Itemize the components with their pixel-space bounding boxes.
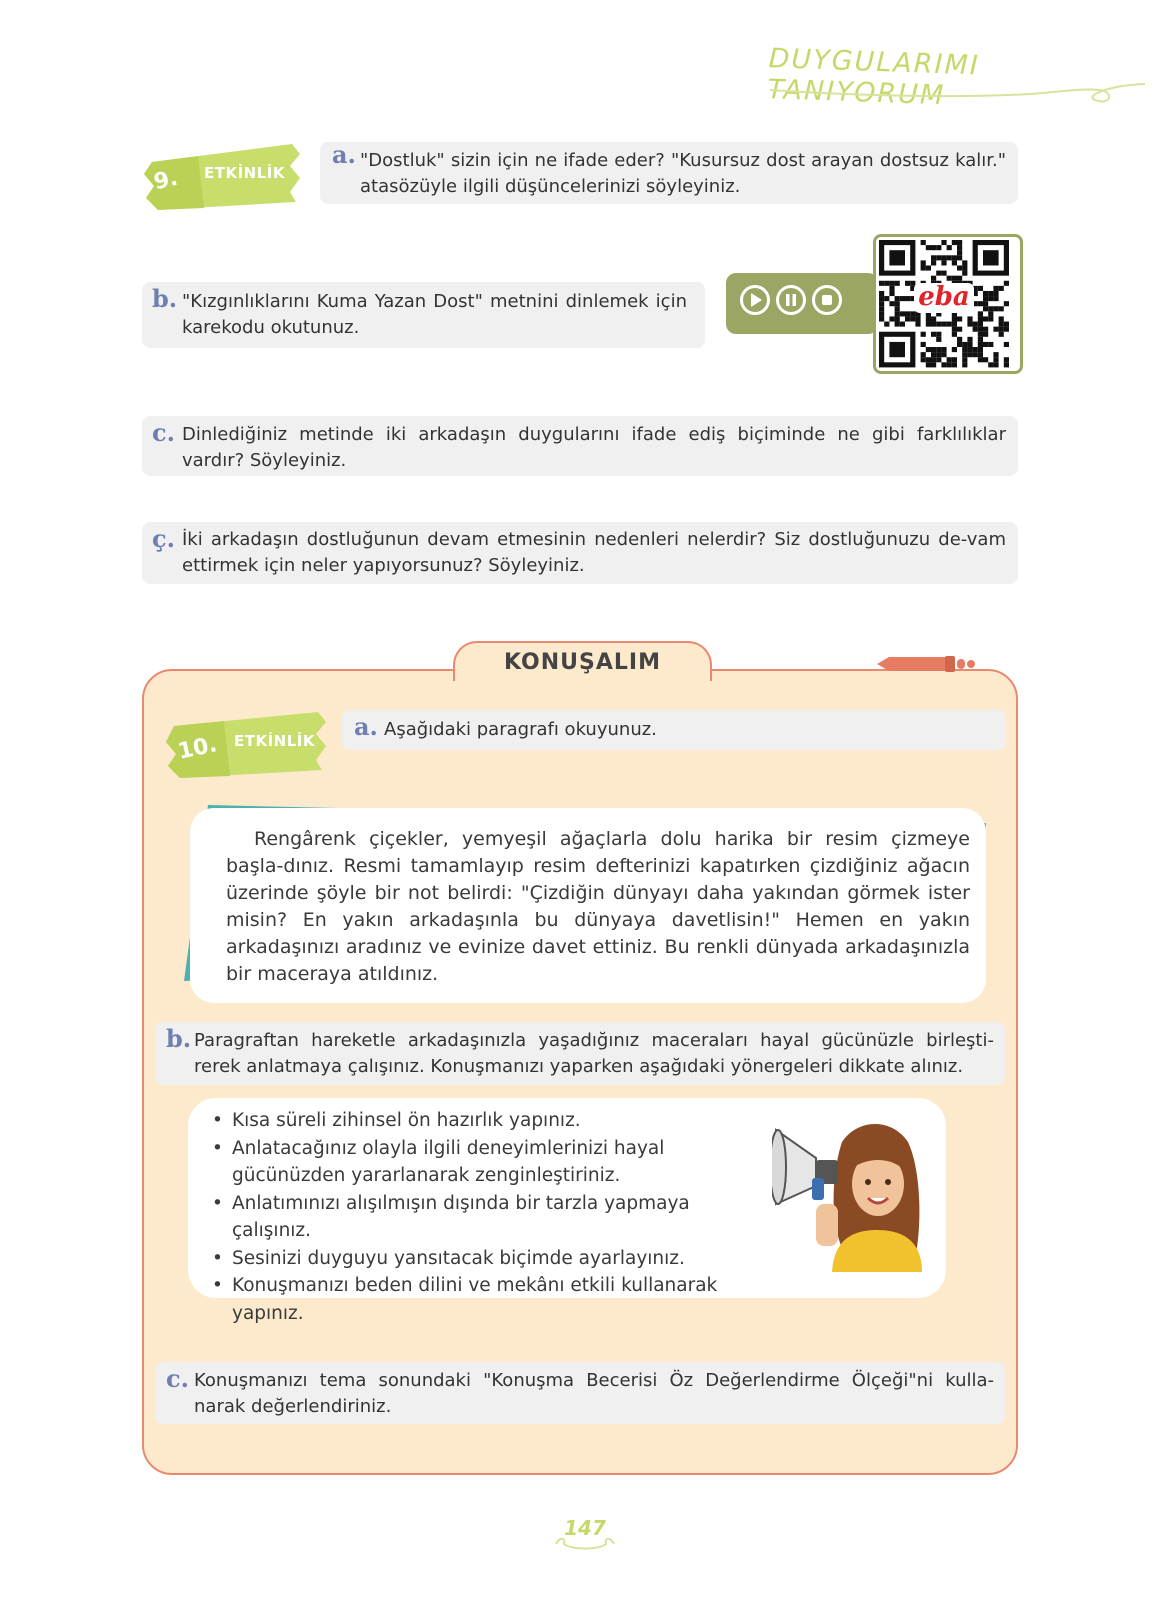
qr-module: [993, 357, 998, 362]
qr-module: [1004, 357, 1009, 362]
activity-10-badge: [164, 706, 334, 780]
qr-module: [926, 322, 931, 327]
qr-module: [895, 296, 900, 301]
qr-finder: [889, 342, 905, 357]
qr-module: [941, 352, 946, 357]
qr-module: [1004, 342, 1009, 347]
qr-module: [884, 281, 889, 286]
qr-module: [921, 357, 926, 362]
qr-module: [967, 352, 972, 357]
qr-module: [993, 327, 998, 332]
qr-module: [952, 357, 957, 362]
qr-module: [962, 271, 967, 276]
qr-module: [947, 255, 952, 260]
qr-module: [889, 291, 894, 296]
qr-module: [999, 286, 1004, 291]
pause-icon: [779, 288, 803, 312]
qr-module: [900, 322, 905, 327]
qr-module: [936, 322, 941, 327]
eba-logo: eba: [914, 283, 974, 313]
qr-module: [983, 357, 988, 362]
qr-module: [921, 352, 926, 357]
qr-finder: [889, 250, 905, 265]
qr-module: [905, 281, 910, 286]
qr-module: [983, 291, 988, 296]
qr-module: [921, 332, 926, 337]
qr-module: [978, 316, 983, 321]
qr-module: [879, 296, 884, 301]
guidelines-list: [208, 1107, 768, 1327]
qr-module: [905, 296, 910, 301]
qr-module: [988, 311, 993, 316]
qr-module: [988, 342, 993, 347]
activity-number: 10.: [175, 732, 220, 765]
qr-module: [895, 306, 900, 311]
activity-label: ETKİNLİK: [204, 164, 285, 182]
qr-module: [936, 352, 941, 357]
question-letter: a.: [354, 712, 378, 741]
qr-module: [1004, 362, 1009, 367]
qr-module: [952, 240, 957, 245]
qr-module: [978, 337, 983, 342]
qr-module: [988, 291, 993, 296]
qr-module: [978, 311, 983, 316]
qr-module: [1004, 322, 1009, 327]
qr-module: [879, 306, 884, 311]
qr-module: [936, 255, 941, 260]
question-10c-text: Konuşmanızı tema sonundaki "Konuşma Becerisi Öz Değerlendirme Ölçeği"ni kulla-narak değerlendiriniz.: [194, 1370, 994, 1417]
list-item: • Kısa süreli zihinsel ön hazırlık yapınız.: [208, 1107, 768, 1135]
qr-module: [988, 362, 993, 367]
qr-module: [952, 316, 957, 321]
girl-megaphone-illustration: [772, 1112, 932, 1272]
qr-module: [941, 347, 946, 352]
qr-module: [978, 286, 983, 291]
reading-paragraph: [226, 826, 970, 988]
play-button[interactable]: [740, 285, 770, 315]
qr-module: [993, 291, 998, 296]
qr-module: [926, 362, 931, 367]
qr-module: [957, 245, 962, 250]
qr-module: [957, 240, 962, 245]
question-letter: b.: [166, 1024, 192, 1053]
qr-module: [879, 316, 884, 321]
page-number: 147: [564, 1516, 606, 1540]
question-letter: a.: [332, 140, 356, 169]
qr-module: [895, 322, 900, 327]
qr-module: [931, 362, 936, 367]
qr-module: [941, 362, 946, 367]
qr-module: [941, 322, 946, 327]
qr-module: [999, 322, 1004, 327]
qr-module: [915, 322, 920, 327]
qr-module: [993, 352, 998, 357]
qr-module: [962, 265, 967, 270]
qr-module: [947, 322, 952, 327]
qr-module: [973, 322, 978, 327]
qr-module: [921, 342, 926, 347]
qr-module: [957, 337, 962, 342]
question-letter: c.: [152, 418, 175, 447]
qr-module: [936, 332, 941, 337]
qr-module: [973, 352, 978, 357]
qr-module: [941, 255, 946, 260]
qr-module: [895, 316, 900, 321]
qr-module: [895, 311, 900, 316]
qr-module: [993, 362, 998, 367]
qr-module: [957, 342, 962, 347]
qr-module: [952, 260, 957, 265]
qr-module: [931, 322, 936, 327]
qr-module: [931, 316, 936, 321]
qr-module: [1004, 281, 1009, 286]
qr-module: [941, 271, 946, 276]
qr-module: [962, 352, 967, 357]
activity-label: ETKİNLİK: [234, 732, 315, 750]
qr-module: [931, 352, 936, 357]
list-item: • Anlatacağınız olayla ilgili deneyimlerinizi hayal gücünüzden yararlanarak zenginleştiriniz.: [208, 1135, 768, 1190]
audio-player: [726, 273, 878, 334]
qr-module: [983, 332, 988, 337]
qr-code[interactable]: [873, 234, 1023, 374]
qr-module: [947, 362, 952, 367]
question-9a-text: "Dostluk" sizin için ne ifade eder? "Kusursuz dost arayan dostsuz kalır." atasözüyle ilgili düşüncelerinizi söyleyiniz.: [360, 150, 1006, 197]
page-number-swirl: [552, 1530, 618, 1560]
qr-module: [967, 342, 972, 347]
qr-module: [900, 311, 905, 316]
qr-module: [952, 322, 957, 327]
section-title: KONUŞALIM: [503, 650, 661, 675]
qr-module: [999, 327, 1004, 332]
qr-module: [962, 362, 967, 367]
qr-module: [931, 357, 936, 362]
question-9cc-text: İki arkadaşın dostluğunun devam etmesinin nedenleri nelerdir? Siz dostluğunuzu de-vam ettirmek için neler yapıyorsunuz? Söyleyiniz.: [182, 529, 1006, 576]
qr-module: [895, 281, 900, 286]
qr-module: [957, 327, 962, 332]
header-swirl-decoration: [760, 60, 1160, 110]
qr-module: [973, 347, 978, 352]
qr-module: [978, 322, 983, 327]
qr-module: [941, 260, 946, 265]
qr-module: [999, 316, 1004, 321]
paragraph-text: Rengârenk çiçekler, yemyeşil ağaçlarla dolu harika bir resim çizmeye başla-dınız. Resmi tamamlayıp resim defterinizi kapatırken çizdiğiniz ağacın üzerinde şöyle bir not belirdi: "Çizdiğin dünyayı daha yakından görmek ister misin? En yakın arkadaşınla bu dünyaya davetlisin!" Hemen en yakın arkadaşınızı aradınız ve evinize davet ettiniz. Bu renkli dünyada arkadaşınızla bir maceraya atıldınız.: [226, 828, 970, 985]
qr-module: [983, 306, 988, 311]
chapter-title: DUYGULARIMI TANIYORUM: [767, 43, 981, 112]
qr-module: [889, 281, 894, 286]
qr-module: [993, 286, 998, 291]
activity-9-badge: [140, 140, 310, 212]
qr-module: [999, 306, 1004, 311]
qr-module: [978, 352, 983, 357]
qr-module: [957, 250, 962, 255]
qr-module: [978, 347, 983, 352]
qr-module: [952, 327, 957, 332]
qr-module: [962, 260, 967, 265]
qr-module: [967, 322, 972, 327]
qr-module: [931, 255, 936, 260]
qr-finder: [983, 250, 999, 265]
qr-module: [952, 276, 957, 281]
qr-module: [931, 347, 936, 352]
qr-module: [978, 357, 983, 362]
qr-module: [988, 316, 993, 321]
qr-module: [931, 245, 936, 250]
qr-module: [957, 316, 962, 321]
list-item: • Konuşmanızı beden dilini ve mekânı etkili kullanarak yapınız.: [208, 1272, 768, 1327]
qr-module: [931, 260, 936, 265]
qr-module: [978, 332, 983, 337]
qr-module: [983, 301, 988, 306]
qr-module: [889, 316, 894, 321]
qr-module: [947, 357, 952, 362]
qr-module: [936, 245, 941, 250]
list-item: • Sesinizi duyguyu yansıtacak biçimde ayarlayınız.: [208, 1245, 768, 1273]
qr-module: [926, 245, 931, 250]
qr-module: [910, 311, 915, 316]
qr-module: [973, 327, 978, 332]
stop-button[interactable]: [812, 285, 842, 315]
qr-module: [957, 276, 962, 281]
qr-module: [947, 276, 952, 281]
stop-icon: [815, 288, 839, 312]
qr-module: [889, 286, 894, 291]
qr-module: [957, 255, 962, 260]
qr-module: [962, 357, 967, 362]
qr-module: [879, 291, 884, 296]
qr-module: [900, 296, 905, 301]
play-icon: [743, 288, 767, 312]
qr-module: [983, 342, 988, 347]
qr-module: [921, 265, 926, 270]
qr-module: [988, 296, 993, 301]
qr-module: [947, 245, 952, 250]
qr-module: [967, 316, 972, 321]
qr-module: [879, 301, 884, 306]
qr-module: [993, 306, 998, 311]
qr-module: [962, 342, 967, 347]
question-letter: b.: [152, 284, 178, 313]
qr-module: [936, 347, 941, 352]
qr-module: [962, 347, 967, 352]
qr-module: [905, 311, 910, 316]
pause-button[interactable]: [776, 285, 806, 315]
qr-module: [921, 240, 926, 245]
pencil-icon: [875, 652, 975, 676]
qr-module: [915, 316, 920, 321]
qr-module: [952, 347, 957, 352]
qr-module: [889, 301, 894, 306]
qr-module: [936, 337, 941, 342]
qr-module: [983, 296, 988, 301]
qr-module: [983, 327, 988, 332]
qr-module: [978, 342, 983, 347]
qr-module: [926, 357, 931, 362]
qr-module: [993, 296, 998, 301]
qr-module: [1004, 327, 1009, 332]
qr-module: [978, 301, 983, 306]
qr-module: [895, 301, 900, 306]
qr-module: [879, 281, 884, 286]
qr-module: [988, 306, 993, 311]
question-letter: c.: [166, 1364, 189, 1393]
question-letter: ç.: [152, 524, 175, 553]
qr-module: [952, 255, 957, 260]
list-item: • Anlatımınızı alışılmışın dışında bir tarzla yapmaya çalışınız.: [208, 1190, 768, 1245]
qr-module: [905, 316, 910, 321]
qr-module: [884, 296, 889, 301]
qr-module: [926, 316, 931, 321]
activity-number: 9.: [151, 165, 181, 196]
question-9c-text: Dinlediğiniz metinde iki arkadaşın duygularını ifade ediş biçiminde ne gibi farklılıklar vardır? Söyleyiniz.: [182, 424, 1006, 471]
qr-module: [931, 332, 936, 337]
qr-module: [1004, 301, 1009, 306]
qr-module: [936, 357, 941, 362]
qr-module: [926, 265, 931, 270]
qr-module: [957, 265, 962, 270]
qr-module: [952, 332, 957, 337]
qr-module: [978, 327, 983, 332]
qr-module: [967, 337, 972, 342]
qr-module: [879, 311, 884, 316]
qr-module: [910, 316, 915, 321]
qr-module: [931, 276, 936, 281]
qr-module: [921, 260, 926, 265]
question-10b-text: Paragraftan hareketle arkadaşınızla yaşadığınız maceraları hayal gücünüzle birleşti-rerek anlatmaya çalışınız. Konuşmanızı yaparken aşağıdaki yönergeleri dikkate alınız.: [194, 1030, 994, 1077]
question-10a-text: Aşağıdaki paragrafı okuyunuz.: [384, 719, 657, 740]
qr-module: [967, 347, 972, 352]
qr-module: [941, 240, 946, 245]
qr-module: [936, 271, 941, 276]
qr-module: [952, 362, 957, 367]
qr-module: [999, 332, 1004, 337]
qr-module: [884, 322, 889, 327]
qr-module: [983, 316, 988, 321]
question-9b-text: "Kızgınlıklarını Kuma Yazan Dost" metnini dinlemek için karekodu okutunuz.: [182, 291, 687, 338]
qr-module: [926, 347, 931, 352]
